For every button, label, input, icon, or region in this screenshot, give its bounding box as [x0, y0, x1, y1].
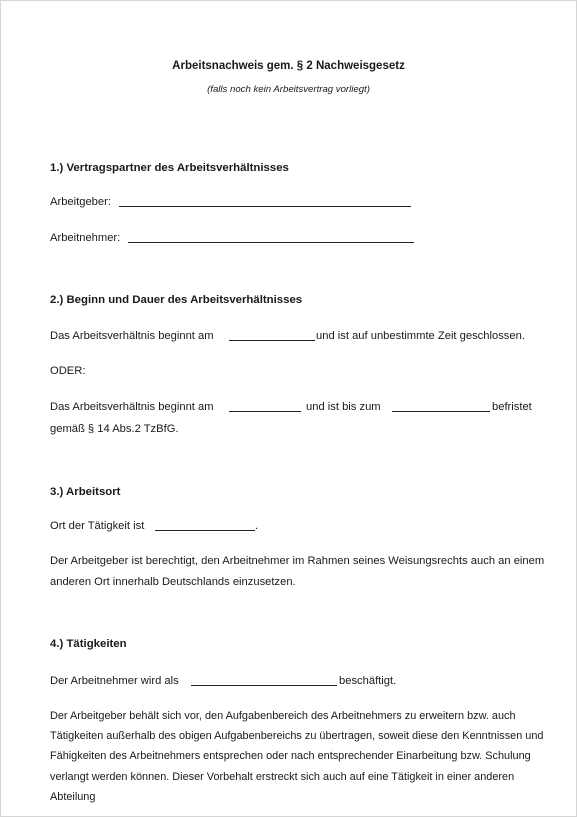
document-subtitle: (falls noch kein Arbeitsvertrag vorliegt) [207, 84, 370, 95]
section-1-heading: 1.) Vertragspartner des Arbeitsverhältnisses [50, 162, 289, 174]
start-date-text-alt: Das Arbeitsverhältnis beginnt am [50, 401, 214, 413]
place-paragraph: Der Arbeitgeber ist berechtigt, den Arbeitnehmer im Rahmen seines Weisungsrechts auch an einem anderen Ort innerhalb Deutschlands einzusetzen. [50, 555, 545, 588]
document-title: Arbeitsnachweis gem. § 2 Nachweisgesetz [172, 60, 405, 72]
place-label: Ort der Tätigkeit ist [50, 520, 145, 532]
place-blank-line[interactable] [155, 530, 255, 531]
employer-label: Arbeitgeber: [50, 196, 111, 208]
section-2-heading: 2.) Beginn und Dauer des Arbeitsverhältnisses [50, 294, 303, 306]
start-date-blank-line[interactable] [229, 340, 315, 341]
job-title-text: Der Arbeitnehmer wird als [50, 675, 179, 687]
until-text: und ist bis zum [306, 401, 381, 413]
place-period: . [255, 520, 259, 532]
oder-text: ODER: [50, 365, 86, 377]
employee-blank-line[interactable] [128, 242, 414, 243]
tzbfg-text: gemäß § 14 Abs.2 TzBfG. [50, 423, 179, 435]
start-date-text: Das Arbeitsverhältnis beginnt am [50, 330, 214, 342]
unlimited-text: und ist auf unbestimmte Zeit geschlossen. [316, 330, 525, 342]
end-date-blank-line[interactable] [392, 411, 490, 412]
duties-paragraph: Der Arbeitgeber behält sich vor, den Aufgabenbereich des Arbeitnehmers zu erweitern bzw. auch Tätigkeiten außerhalb des obigen Aufgabenbereichs zu übertragen, soweit diese den Kenntnissen und Fähigkeiten des Arbeitnehmers entsprechen oder nach entsprechender Einarbeitung bzw. Schulung verlangt werden können. Dieser Vorbehalt erstreckt sich auch auf eine Tätigkeit in einer anderen Abteilung [50, 710, 544, 803]
start-date-alt-blank-line[interactable] [229, 411, 301, 412]
section-3-heading: 3.) Arbeitsort [50, 486, 121, 498]
job-title-blank-line[interactable] [191, 685, 337, 686]
employer-blank-line[interactable] [119, 206, 411, 207]
employee-label: Arbeitnehmer: [50, 232, 121, 244]
employed-text: beschäftigt. [339, 675, 397, 687]
limited-text: befristet [492, 401, 532, 413]
section-4-heading: 4.) Tätigkeiten [50, 638, 127, 650]
